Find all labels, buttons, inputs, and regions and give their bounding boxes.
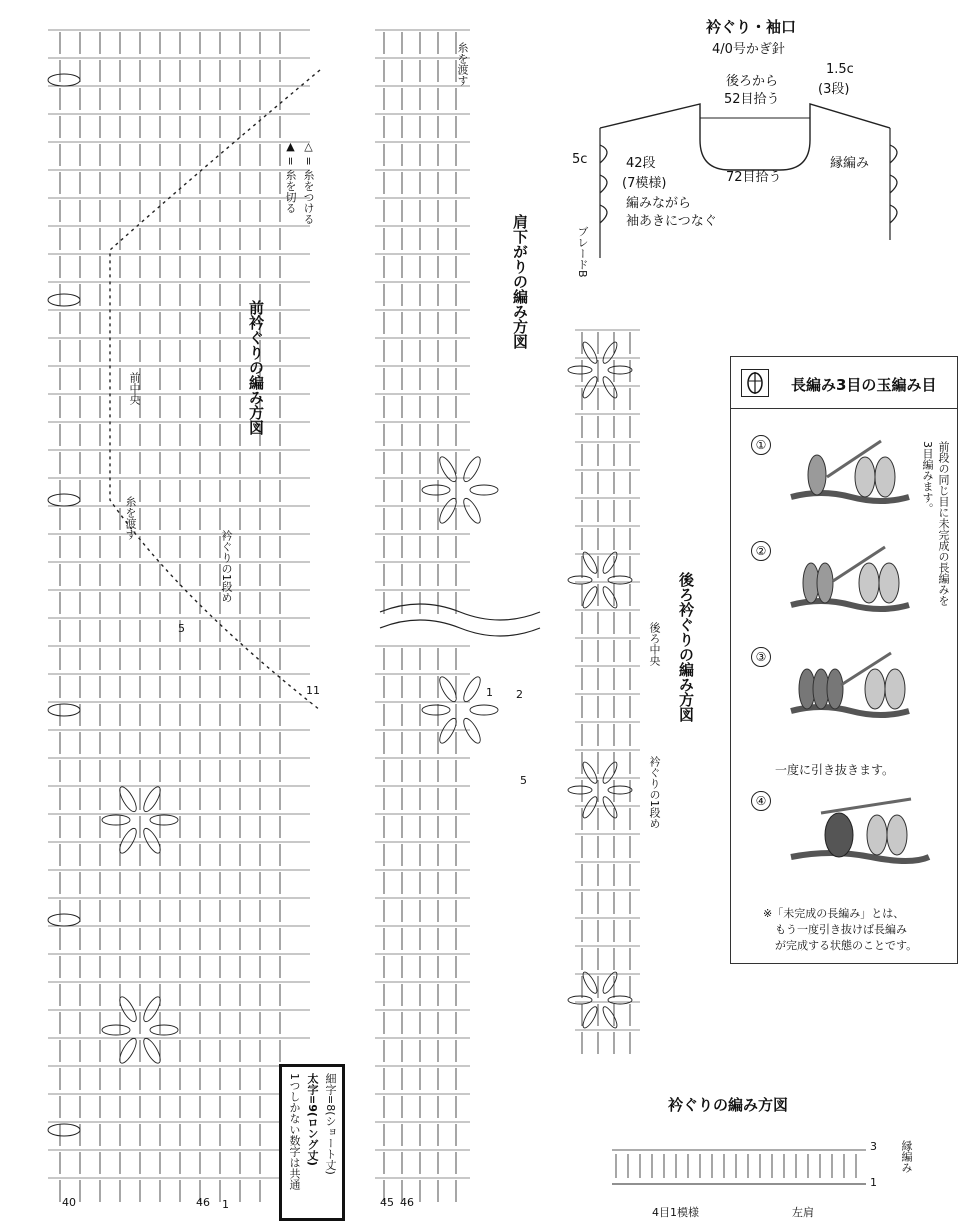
footnote-line-2: もう一度引き抜けば長編み [775, 923, 907, 936]
front-neck-row1-label: 衿ぐりの1段め [220, 530, 233, 603]
legend-attach-yarn: △ = 糸をつける [302, 140, 315, 225]
step-3-caption: 一度に引き抜きます。 [775, 763, 895, 777]
pattern-7: (7模様) [622, 176, 667, 191]
rows-42: 42段 [626, 156, 656, 171]
shoulder-num-2: 2 [516, 688, 523, 701]
howto-panel [730, 356, 958, 964]
center-back-label: 後ろ中央 [648, 622, 661, 666]
pick-back-count: 52目拾う [724, 92, 780, 107]
step-2-illustration [781, 543, 911, 625]
pick-front-count: 72目拾う [726, 170, 782, 185]
howto-note-2: 3目編みます。 [921, 441, 934, 514]
edge-width: 1.5c [826, 62, 854, 77]
edging-label: 縁編み [830, 156, 870, 171]
howto-note-1: 前段の同じ目に未完成の長編みを [937, 441, 950, 606]
neckline-row-3: 3 [870, 1140, 877, 1153]
legend-line-1: 細字=8(ショート丈) [324, 1073, 337, 1175]
braid-label: ブレードB [576, 226, 589, 278]
pick-back-label: 後ろから [726, 74, 779, 89]
step-1-illustration [781, 437, 911, 519]
front-pass-yarn-label: 糸を渡す [124, 496, 137, 540]
neckline-edging-label: 縁編み [900, 1140, 913, 1173]
shoulder-chart-title: 肩下がりの編み方図 [511, 214, 529, 349]
step-4-illustration [781, 793, 931, 877]
legend-line-3: 1つしかない数字は共通 [288, 1073, 301, 1190]
center-front-label: 前中央 [128, 372, 141, 405]
legend-line-2: 太字=9(ロング丈) [306, 1073, 319, 1166]
howto-title: 長編み3目の玉編み目 [791, 376, 937, 394]
neckline-chart-title: 衿ぐりの編み方図 [668, 1096, 789, 1114]
shoulder-num-5: 5 [520, 774, 527, 787]
front-num-5: 5 [178, 622, 185, 635]
left-shoulder-label: 左肩 [792, 1206, 814, 1219]
legend-cut-yarn: ▲ = 糸を切る [284, 140, 297, 214]
shoulder-num-1: 1 [486, 686, 493, 699]
neck-sleeve-hook: 4/0号かぎ針 [712, 42, 785, 57]
back-chart-title: 後ろ衿ぐりの編み方図 [677, 572, 695, 722]
bobble-stitch-icon [741, 369, 769, 397]
join-line-2: 袖あきにつなぐ [626, 214, 717, 229]
edge-rows: (3段) [818, 82, 850, 97]
step-4-number: ④ [751, 791, 771, 811]
front-row-1: 1 [222, 1198, 229, 1211]
howto-header [731, 357, 957, 409]
step-3-number: ③ [751, 647, 771, 667]
footnote-line-1: ※「未完成の長編み」とは、 [763, 907, 905, 920]
shoulder-pass-yarn-label: 糸を渡す [456, 42, 469, 86]
back-neck-row1-label: 衿ぐりの1段め [648, 756, 661, 829]
side-5c: 5c [572, 152, 588, 167]
step-1-number: ① [751, 435, 771, 455]
footnote-line-3: が完成する状態のことです。 [775, 939, 918, 952]
front-num-11: 11 [306, 684, 320, 697]
neckline-repeat-label: 4目1模様 [652, 1206, 699, 1219]
neckline-row-1: 1 [870, 1176, 877, 1189]
front-chart-title: 前衿ぐりの編み方図 [247, 300, 265, 435]
front-row-46: 46 [196, 1196, 210, 1209]
shoulder-row-46: 46 [400, 1196, 414, 1209]
shoulder-row-45: 45 [380, 1196, 394, 1209]
size-legend [279, 1064, 345, 1221]
step-2-number: ② [751, 541, 771, 561]
front-row-40: 40 [62, 1196, 76, 1209]
neck-sleeve-title: 衿ぐり・袖口 [706, 18, 797, 36]
join-line-1: 編みながら [626, 196, 692, 211]
step-3-illustration [781, 649, 911, 731]
